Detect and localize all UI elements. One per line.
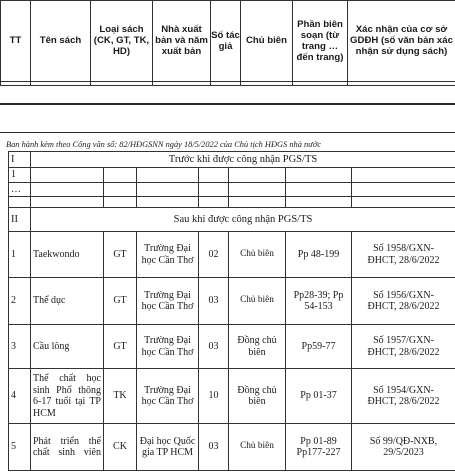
- book-publisher: Trường Đại học Cần Thơ: [137, 325, 199, 369]
- book-role: Chủ biên: [229, 232, 286, 278]
- section-title: Sau khi được công nhận PGS/TS: [31, 208, 455, 232]
- header-tt: TT: [1, 1, 31, 82]
- header-nxb: Nhà xuất bản và năm xuất bản: [153, 1, 211, 82]
- book-pages: Pp28-39; Pp 54-153: [286, 278, 352, 325]
- section-title: Trước khi được công nhận PGS/TS: [31, 152, 455, 168]
- book-publisher: Trường Đại học Cần Thơ: [137, 369, 199, 424]
- table-row: [9, 232, 455, 278]
- confirmation-line: ĐHCT, 28/6/2022: [367, 396, 440, 407]
- confirmation-line: 29/5/2023: [383, 447, 424, 458]
- confirmation-line: Số 1957/GXN-: [373, 335, 434, 346]
- header-xac-nhan: Xác nhận của cơ sở GDĐH (số văn bản xác nhận sử dụng sách): [348, 1, 455, 82]
- table-row: [9, 168, 455, 183]
- book-author-count: 10: [199, 369, 229, 424]
- book-author-count: 02: [199, 232, 229, 278]
- book-confirmation: [352, 278, 455, 325]
- book-title: Taekwondo: [31, 232, 104, 278]
- books-table: [8, 151, 455, 471]
- book-pages: Pp59-77: [286, 325, 352, 369]
- section-number: I: [9, 152, 31, 168]
- book-role: Đồng chủ biên: [229, 369, 286, 424]
- book-role: Chủ biên: [229, 278, 286, 325]
- book-confirmation: [352, 232, 455, 278]
- table-row: [9, 424, 455, 471]
- book-title: Thể dục: [31, 278, 104, 325]
- table-row: [9, 325, 455, 369]
- book-title: Phát triển thể chất sinh viên: [31, 424, 104, 471]
- confirmation-line: ĐHCT, 28/6/2022: [367, 346, 440, 358]
- book-stt: 4: [9, 369, 31, 424]
- book-stt: 3: [9, 325, 31, 369]
- header-chu-bien: Chủ biên: [241, 1, 293, 82]
- row-ellipsis: …: [9, 183, 31, 197]
- document-caption: Ban hành kèm theo Công văn số: 82/HĐGSNN ngày 18/5/2022 của Chủ tịch HĐGS nhà nước: [6, 140, 321, 149]
- book-confirmation: [352, 424, 455, 471]
- confirmation-line: Số 1958/GXN-: [373, 243, 434, 254]
- book-title: Thể chất học sinh Phổ thông 6-17 tuổi tại TP HCM: [31, 369, 104, 424]
- page-break-line: [0, 103, 455, 105]
- book-publisher: Trường Đại học Cần Thơ: [137, 278, 199, 325]
- header-phan-bien: Phần biên soạn (từ trang … đến trang): [293, 1, 348, 82]
- book-pages: Pp 01-89 Pp177-227: [286, 424, 352, 471]
- header-loai-sach: Loại sách (CK, GT, TK, HD): [91, 1, 153, 82]
- book-pages: Pp 01-37: [286, 369, 352, 424]
- book-type: GT: [104, 278, 137, 325]
- confirmation-line: Số 1956/GXN-: [373, 289, 434, 301]
- book-type: CK: [104, 424, 137, 471]
- book-type: GT: [104, 232, 137, 278]
- table-row: [9, 183, 455, 197]
- header-ten-sach: Tên sách: [31, 1, 91, 82]
- book-stt: 1: [9, 232, 31, 278]
- header-so-tac-gia: Số tác giả: [211, 1, 241, 82]
- book-stt: 5: [9, 424, 31, 471]
- section-number: II: [9, 208, 31, 232]
- table-row: [9, 278, 455, 325]
- book-author-count: 03: [199, 325, 229, 369]
- book-role: Chủ biên: [229, 424, 286, 471]
- row-number: 1: [9, 168, 31, 183]
- book-author-count: 03: [199, 424, 229, 471]
- book-pages: Pp 48-199: [286, 232, 352, 278]
- confirmation-line: ĐHCT, 28/6/2022: [367, 301, 440, 312]
- page-break-line: [0, 132, 455, 133]
- book-publisher: Đại học Quốc gia TP HCM: [137, 424, 199, 471]
- section-row: [9, 152, 455, 168]
- section-row: [9, 208, 455, 232]
- header-table: [0, 0, 455, 86]
- table-row: [9, 369, 455, 424]
- confirmation-line: Số 99/QĐ-NXB,: [369, 435, 438, 447]
- book-stt: 2: [9, 278, 31, 325]
- book-confirmation: [352, 369, 455, 424]
- confirmation-line: Số 1954/GXN-: [373, 384, 434, 396]
- book-role: Đồng chủ biên: [229, 325, 286, 369]
- book-type: GT: [104, 325, 137, 369]
- book-title: Cầu lông: [31, 325, 104, 369]
- book-publisher: Trường Đại học Cần Thơ: [137, 232, 199, 278]
- confirmation-line: ĐHCT, 28/6/2022: [367, 254, 440, 266]
- book-type: TK: [104, 369, 137, 424]
- book-author-count: 03: [199, 278, 229, 325]
- book-confirmation: [352, 325, 455, 369]
- table-row: [9, 197, 455, 208]
